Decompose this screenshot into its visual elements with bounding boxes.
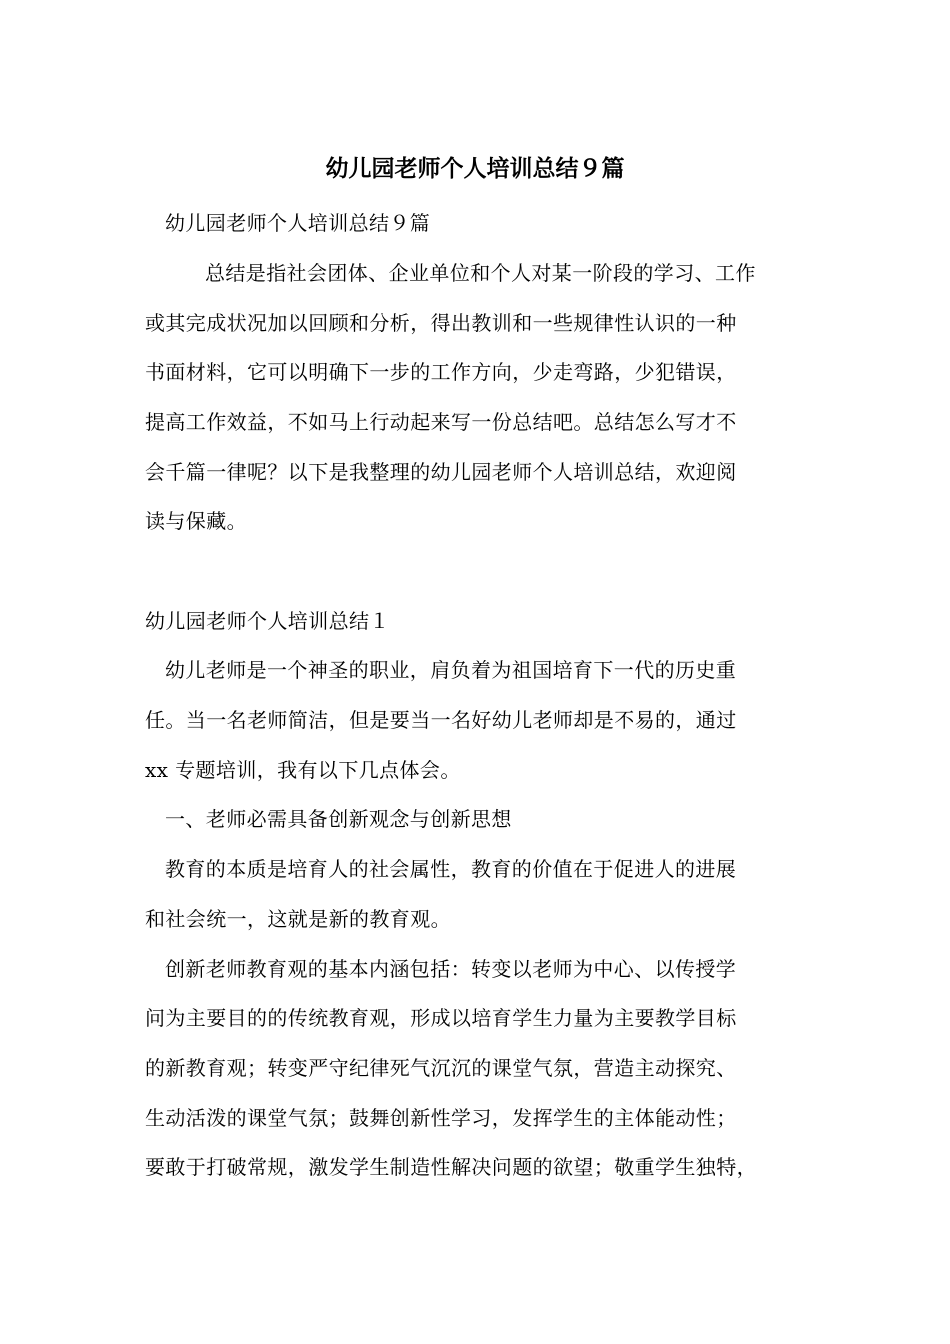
paragraph-line: 和社会统一，这就是新的教育观。 [145, 907, 451, 931]
paragraph-line: 教育的本质是培育人的社会属性，教育的价值在于促进人的进展 [165, 857, 737, 881]
subtitle-line: 幼儿园老师个人培训总结９篇 [165, 211, 431, 235]
paragraph-line: 会千篇一律呢？以下是我整理的幼儿园老师个人培训总结，欢迎阅 [145, 460, 737, 484]
paragraph-line: 生动活泼的课堂气氛；鼓舞创新性学习，发挥学生的主体能动性； [145, 1106, 737, 1130]
paragraph-line: 创新老师教育观的基本内涵包括：转变以老师为中心、以传授学 [165, 957, 737, 981]
document-title: 幼儿园老师个人培训总结９篇 [325, 156, 625, 182]
paragraph-line: 或其完成状况加以回顾和分析，得出教训和一些规律性认识的一种 [145, 311, 737, 335]
paragraph-line: 任。当一名老师简洁，但是要当一名好幼儿老师却是不易的，通过 [145, 708, 737, 732]
paragraph-line: 要敢于打破常规，激发学生制造性解决问题的欲望；敬重学生独特， [145, 1155, 757, 1179]
section-heading: 幼儿园老师个人培训总结１ [145, 609, 390, 633]
paragraph-line: 幼儿老师是一个神圣的职业，肩负着为祖国培育下一代的历史重 [165, 658, 737, 682]
subsection-heading: 一、老师必需具备创新观念与创新思想 [165, 807, 512, 831]
paragraph-line: 读与保藏。 [145, 509, 247, 533]
paragraph-line: xx 专题培训，我有以下几点体会。 [145, 758, 461, 782]
paragraph-line: 问为主要目的的传统教育观，形成以培育学生力量为主要教学目标 [145, 1006, 737, 1030]
paragraph-line: 提高工作效益，不如马上行动起来写一份总结吧。总结怎么写才不 [145, 410, 737, 434]
paragraph-line: 的新教育观；转变严守纪律死气沉沉的课堂气氛，营造主动探究、 [145, 1056, 737, 1080]
paragraph-line: 总结是指社会团体、企业单位和个人对某一阶段的学习、工作 [205, 261, 756, 285]
paragraph-line: 书面材料，它可以明确下一步的工作方向，少走弯路，少犯错误， [145, 360, 737, 384]
